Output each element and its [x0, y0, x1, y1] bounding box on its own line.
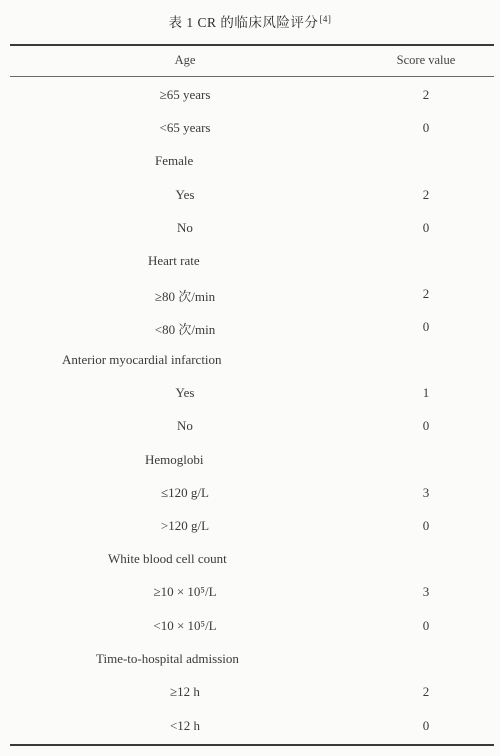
table-row — [0, 684, 500, 704]
section-row — [0, 352, 500, 372]
table-row — [0, 120, 500, 140]
row-label: ≥65 years — [159, 87, 211, 102]
score-value: 0 — [422, 120, 430, 135]
score-value: 3 — [422, 584, 430, 599]
score-value: 2 — [422, 286, 430, 301]
row-label: No — [177, 418, 193, 433]
top-rule — [10, 44, 494, 46]
row-label: Yes — [175, 385, 195, 400]
score-value: 2 — [422, 187, 430, 202]
score-value: 0 — [422, 718, 430, 733]
table-row — [0, 319, 500, 339]
row-label: ≥80 次/min — [154, 289, 216, 304]
table-row — [0, 618, 500, 638]
row-label: <12 h — [169, 718, 201, 733]
row-label: <65 years — [159, 120, 211, 135]
score-value: 0 — [422, 220, 430, 235]
citation-reference: [4] — [319, 13, 332, 24]
table-row — [0, 485, 500, 505]
row-label: ≥10 × 10⁵/L — [153, 584, 217, 599]
score-value: 0 — [422, 518, 430, 533]
table-row — [0, 518, 500, 538]
row-label: ≤120 g/L — [161, 485, 209, 500]
section-row — [0, 253, 500, 273]
table-row — [0, 87, 500, 107]
row-label: <80 次/min — [154, 322, 216, 337]
section-label-wbc-count: White blood cell count — [108, 551, 227, 566]
section-label-heart-rate: Heart rate — [148, 253, 200, 268]
table-row — [0, 418, 500, 438]
column-header-score-value: Score value — [396, 53, 456, 67]
score-value: 1 — [422, 385, 430, 400]
table-row — [0, 286, 500, 306]
section-label-hemoglobin: Hemoglobi — [145, 452, 204, 467]
header-rule — [10, 76, 494, 77]
table-title: 表 1 CR 的临床风险评分[4] — [168, 13, 332, 30]
section-row — [0, 551, 500, 571]
table-row — [0, 584, 500, 604]
table-row — [0, 718, 500, 738]
score-value: 0 — [422, 418, 430, 433]
row-label: No — [177, 220, 193, 235]
row-label: ≥12 h — [170, 684, 200, 699]
score-value: 2 — [422, 684, 430, 699]
column-header-age: Age — [174, 53, 196, 67]
section-label-anterior-mi: Anterior myocardial infarction — [62, 352, 222, 367]
score-value: 3 — [422, 485, 430, 500]
table-row — [0, 220, 500, 240]
score-value: 0 — [422, 618, 430, 633]
score-value: 2 — [422, 87, 430, 102]
section-row — [0, 452, 500, 472]
row-label: <10 × 10⁵/L — [153, 618, 217, 633]
section-label-time-to-admission: Time-to-hospital admission — [96, 651, 239, 666]
table-row — [0, 385, 500, 405]
table-row — [0, 187, 500, 207]
section-row — [0, 153, 500, 173]
bottom-rule — [10, 744, 494, 746]
section-label-female: Female — [155, 153, 194, 168]
section-row — [0, 651, 500, 671]
row-label: Yes — [175, 187, 195, 202]
row-label: >120 g/L — [160, 518, 210, 533]
score-value: 0 — [422, 319, 430, 334]
